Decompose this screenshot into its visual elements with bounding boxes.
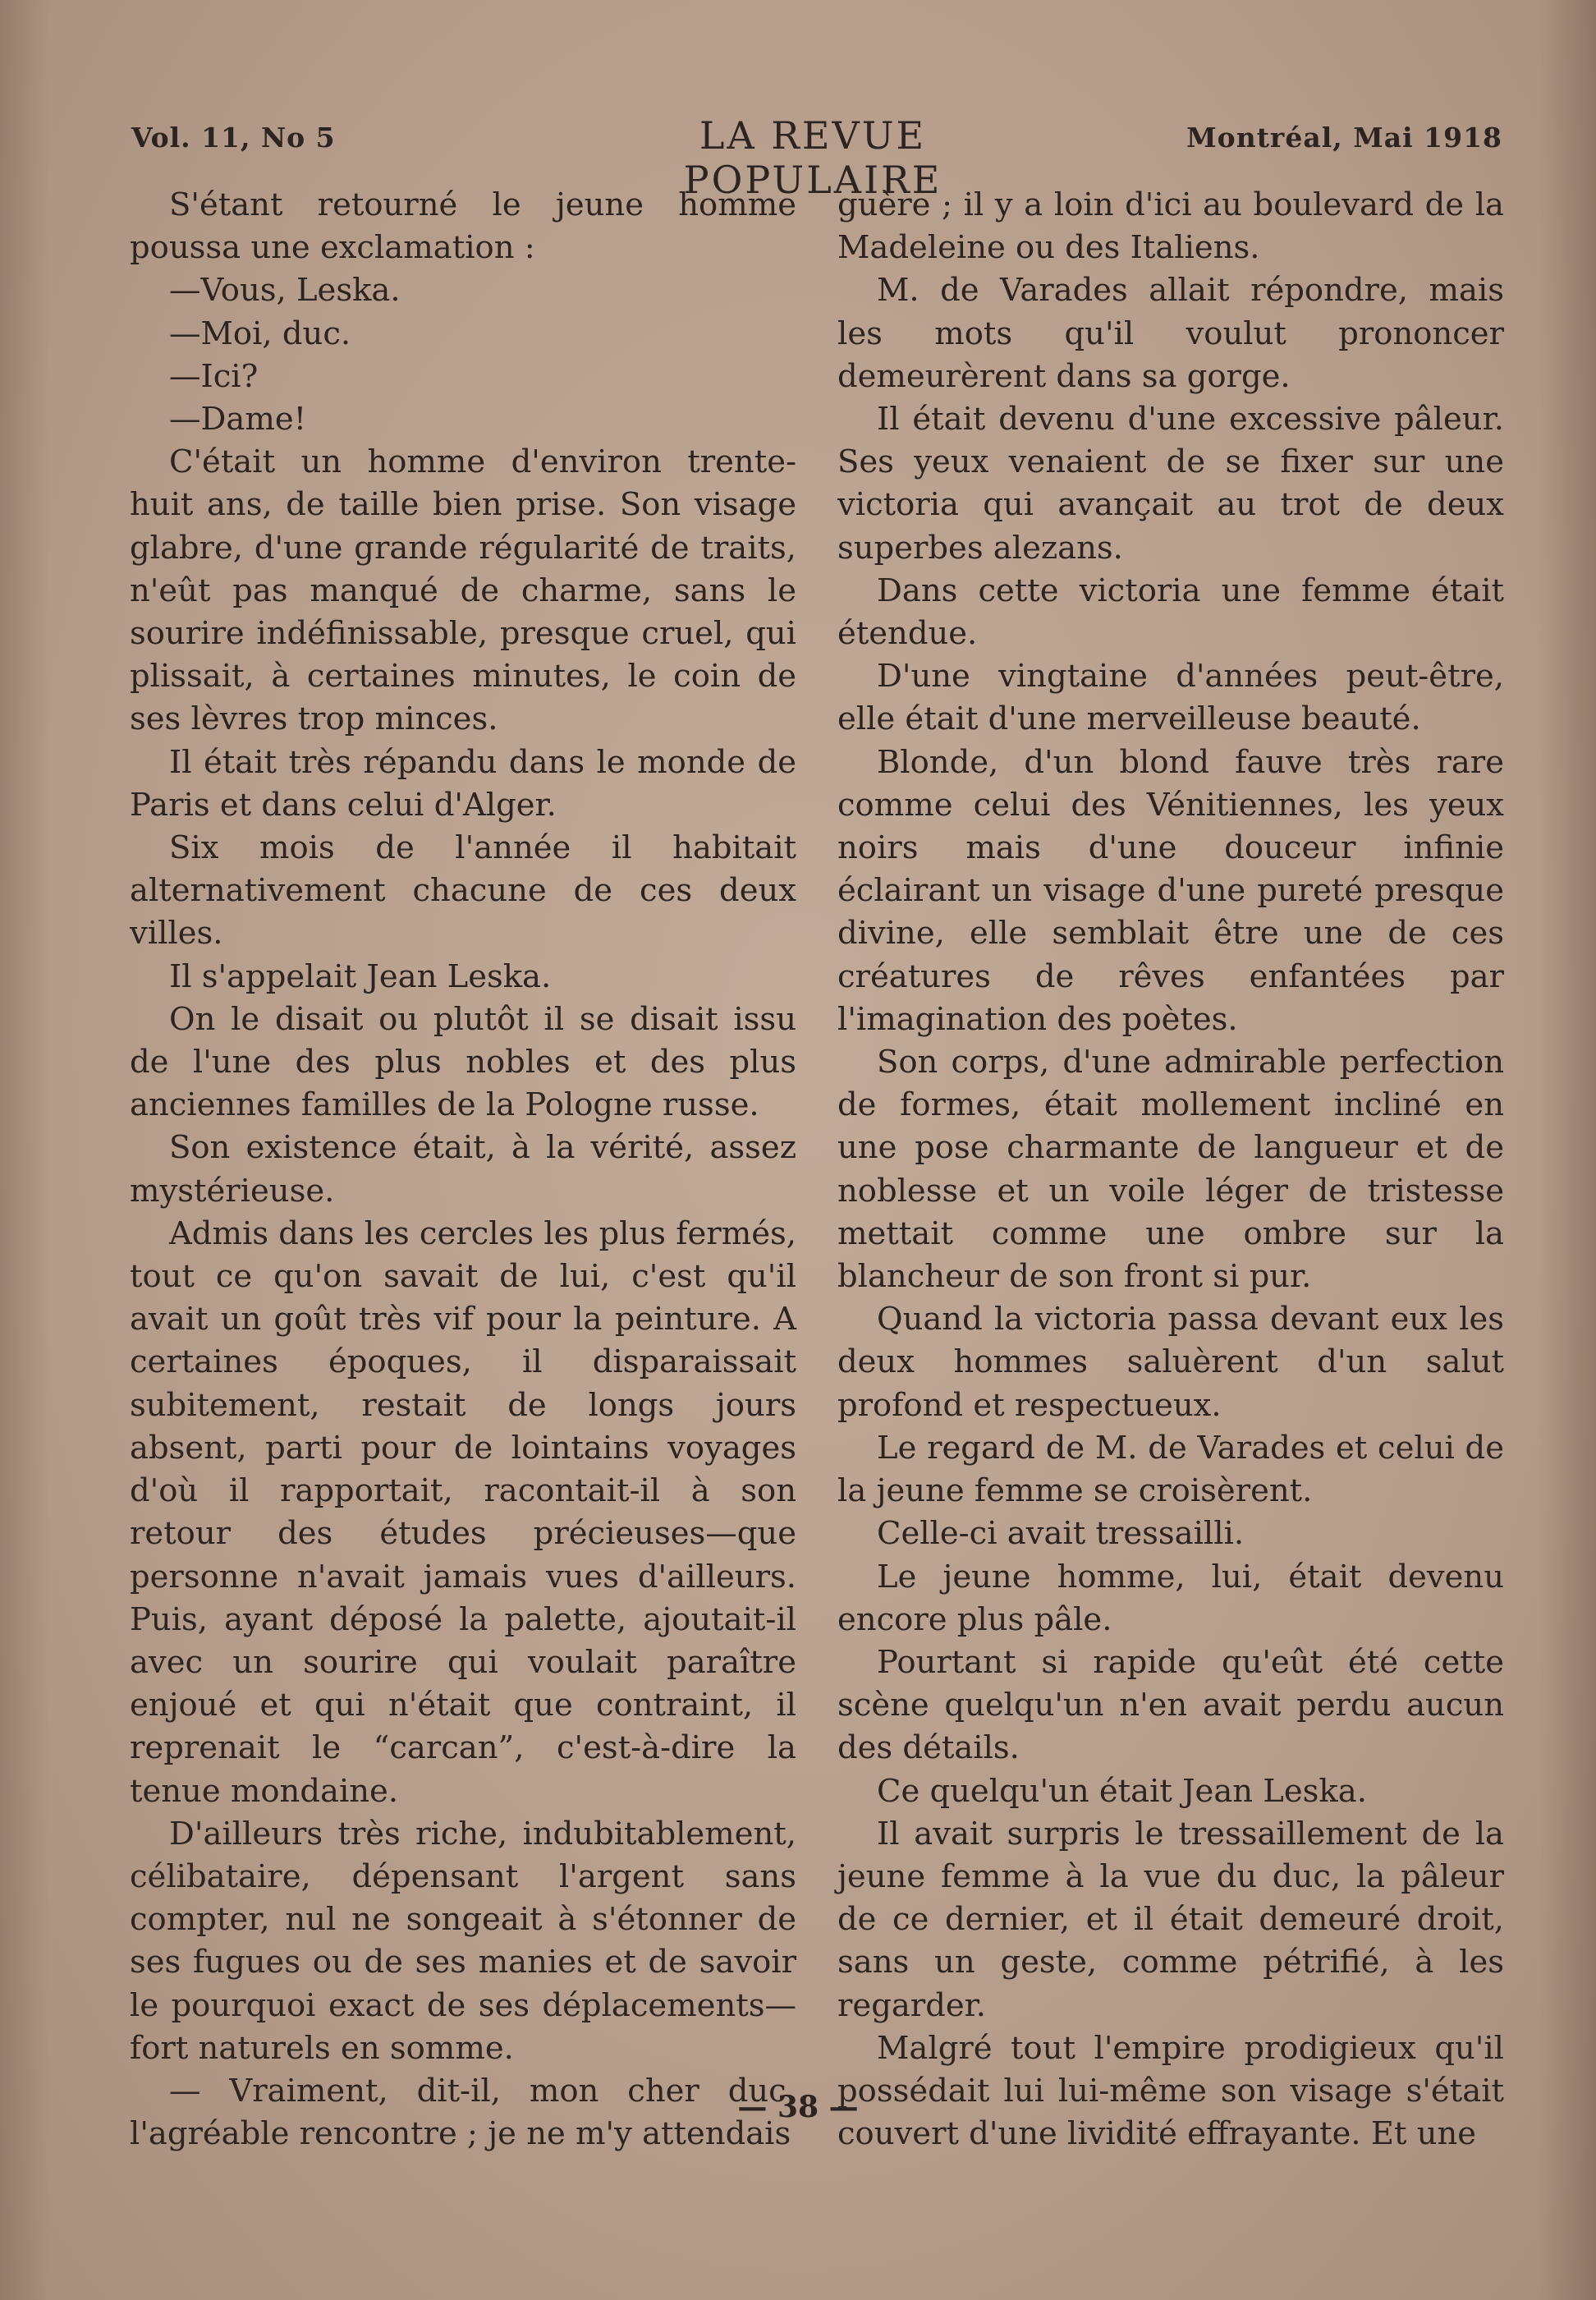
page-edge-shadow-left (0, 0, 49, 2300)
journal-title: LA REVUE POPULAIRE (683, 113, 942, 202)
paragraph: Il avait surpris le tressaillement de la jeune femme à la vue du duc, la pâleur de ce dernier, et il était demeuré droit, sans un geste, comme pétrifié, à les regarder. (837, 1815, 1504, 2024)
paragraph: D'une vingtaine d'années peut-être, elle était d'une merveilleuse beauté. (837, 658, 1504, 738)
paragraph: Son existence était, à la vérité, assez mystérieuse. (130, 1129, 796, 1210)
paragraph: Le regard de M. de Varades et celui de la jeune femme se croisèrent. (837, 1429, 1504, 1510)
paragraph: Quand la victoria passa devant eux les deux hommes saluèrent d'un salut profond et respectueux. (837, 1301, 1504, 1424)
paragraph: —Vous, Leska. (169, 272, 401, 310)
paragraph: Il était devenu d'une excessive pâleur. Ses yeux venaient de se fixer sur une victoria qui avançait au trot de deux superbes alezans. (837, 401, 1504, 567)
paragraph: On le disait ou plutôt il se disait issu de l'une des plus nobles et des plus anciennes familles de la Pologne russe. (130, 1000, 796, 1124)
page-edge-shadow-right (1539, 0, 1596, 2300)
paragraph: Pourtant si rapide qu'eût été cette scène quelqu'un n'en avait perdu aucun des détails. (837, 1643, 1504, 1767)
paragraph: Son corps, d'une admirable perfection de formes, était mollement incliné en une pose charmante de langueur et de noblesse et un voile léger de tristesse mettait comme une ombre sur la blancheur de son front si pur. (837, 1044, 1504, 1296)
paragraph: S'étant retourné le jeune homme poussa une exclamation : (130, 186, 796, 267)
paragraph: Il était très répandu dans le monde de Paris et dans celui d'Alger. (130, 743, 796, 824)
paragraph-continued: guère ; il y a loin d'ici au boulevard de la Madeleine ou des Italiens. (837, 186, 1504, 267)
paragraph: Ce quelqu'un était Jean Leska. (877, 1772, 1367, 1810)
paragraph: Admis dans les cercles les plus fermés, tout ce qu'on savait de lui, c'est qu'il avait un goût très vif pour la peinture. A certaines époques, il disparaissait subitement, restait de longs jours absent, parti pour de lointains voyages d'où il rapportait, racontait-il à son retour des études précieuses—que personne n'avait jamais vues d'ailleurs. Puis, ayant déposé la palette, ajoutait-il avec un sourire qui voulait paraître enjoué et qui n'était que contraint, il reprenait le “carcan”, c'est-à-dire la tenue mondaine. (130, 1214, 796, 1810)
paragraph: — Vraiment, dit-il, mon cher duc, l'agréable rencontre ; je ne m'y attendais (130, 2072, 796, 2153)
text-column-right (837, 184, 1504, 2155)
paragraph: Six mois de l'année il habitait alternativement chacune de ces deux villes. (130, 829, 796, 953)
paragraph: C'était un homme d'environ trente-huit ans, de taille bien prise. Son visage glabre, d'une grande régularité de traits, n'eût pas manqué de charme, sans le sourire indéfinissable, presque cruel, qui plissait, à certaines minutes, le coin de ses lèvres trop minces. (130, 443, 796, 738)
paragraph: Dans cette victoria une femme était étendue. (837, 572, 1504, 653)
paragraph: Le jeune homme, lui, était devenu encore plus pâle. (837, 1558, 1504, 1638)
paragraph: Il s'appelait Jean Leska. (169, 957, 552, 995)
paragraph: Blonde, d'un blond fauve très rare comme celui des Vénitiennes, les yeux noirs mais d'une douceur infinie éclairant un visage d'une pureté presque divine, elle semblait être une de ces créatures de rêves enfantées par l'imagination des poètes. (837, 743, 1504, 1038)
paragraph: M. de Varades allait répondre, mais les mots qu'il voulut prononcer demeurèrent dans sa gorge. (837, 272, 1504, 395)
page-number: — 38 — (737, 2090, 859, 2124)
paragraph: —Moi, duc. (169, 314, 351, 352)
running-header (131, 113, 1502, 202)
issue-date: Montréal, Mai 1918 (1186, 122, 1502, 154)
paragraph: Malgré tout l'empire prodigieux qu'il possédait lui lui-même son visage s'était couvert d'une lividité effrayante. Et une (837, 2029, 1504, 2153)
volume-number: Vol. 11, No 5 (131, 122, 336, 154)
paragraph: —Dame! (169, 401, 307, 438)
paragraph: Celle-ci avait tressailli. (877, 1515, 1245, 1553)
text-column-left (130, 184, 796, 2155)
paragraph: —Ici? (169, 357, 259, 395)
paragraph: D'ailleurs très riche, indubitablement, célibataire, dépensant l'argent sans compter, nul ne songeait à s'étonner de ses fugues ou de ses manies et de savoir le pourquoi exact de ses déplacements—fort naturels en somme. (130, 1815, 796, 2067)
